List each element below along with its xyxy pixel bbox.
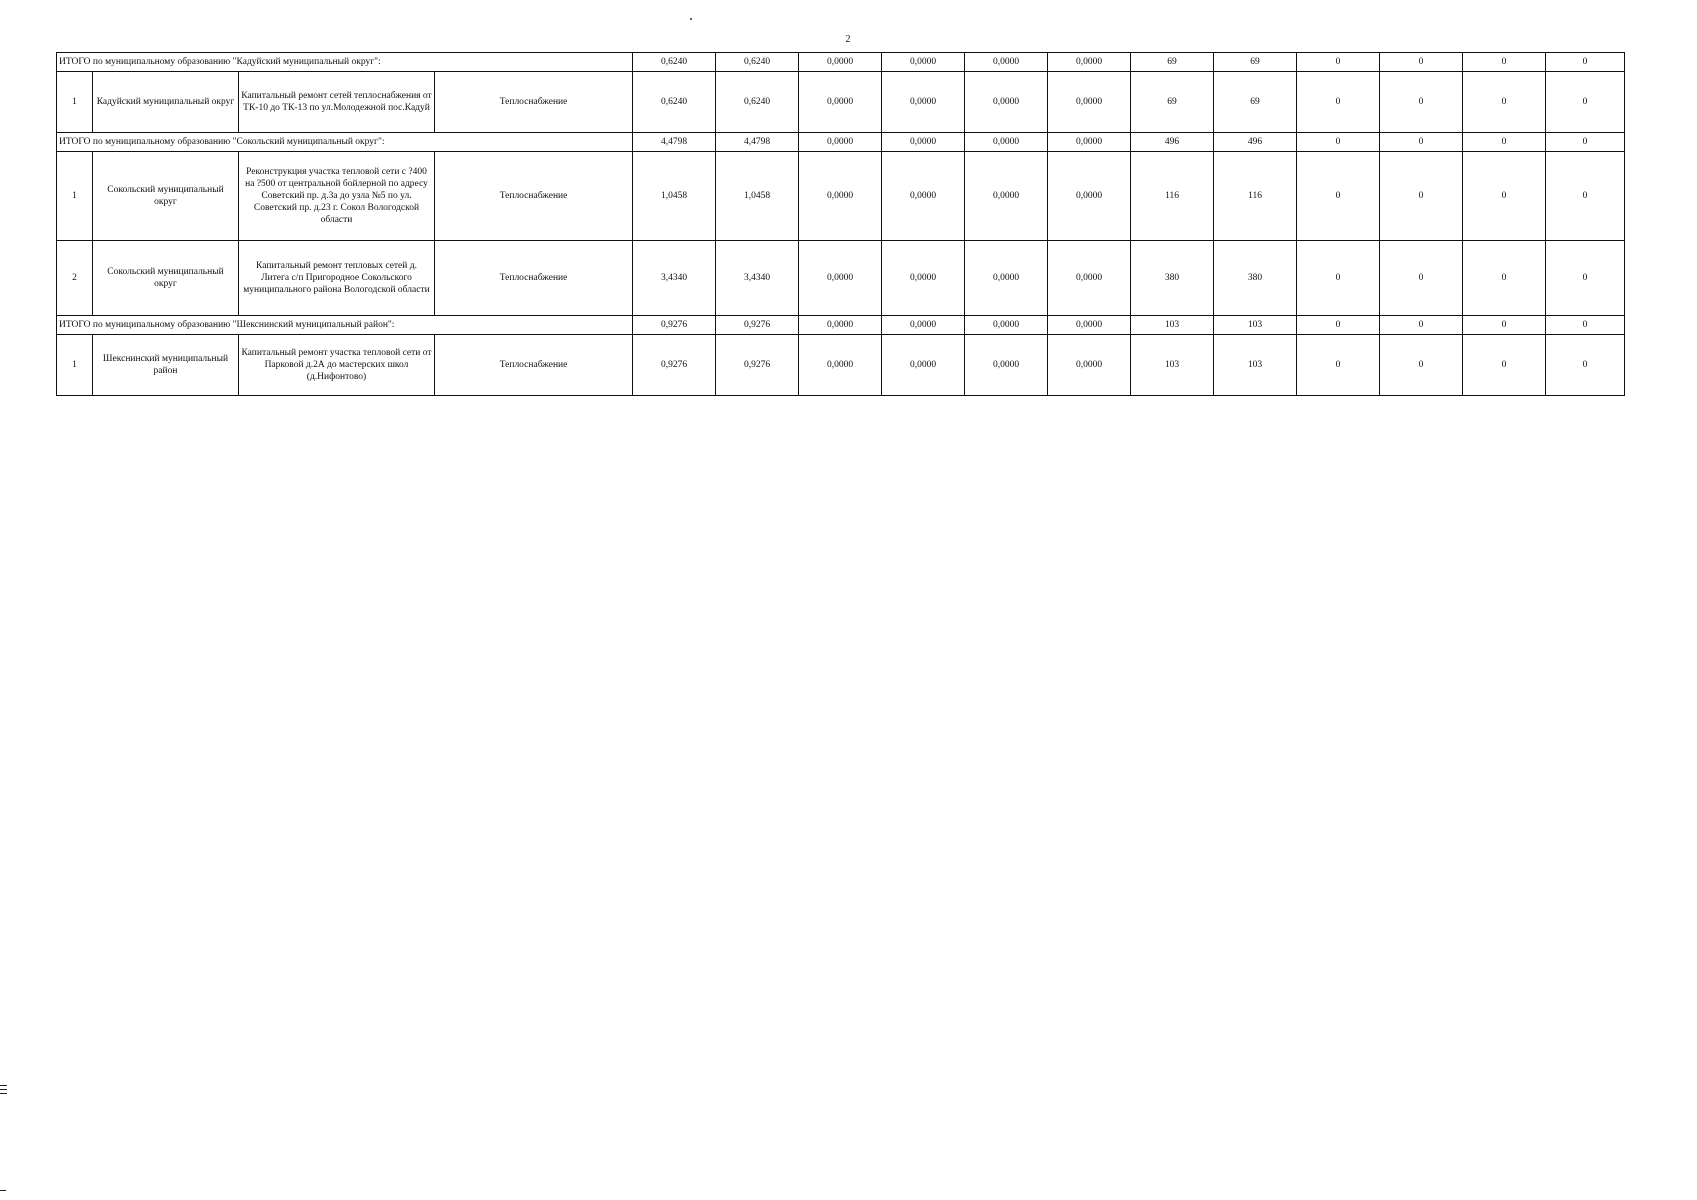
total-value-cell: 0: [1380, 316, 1463, 335]
value-cell: 0: [1380, 72, 1463, 133]
value-cell: 0,0000: [1048, 152, 1131, 241]
value-cell: 103: [1214, 335, 1297, 396]
scan-speck: [690, 18, 692, 20]
total-value-cell: 0,0000: [965, 133, 1048, 152]
total-value-cell: 0,0000: [965, 316, 1048, 335]
margin-mark: [0, 1190, 6, 1191]
value-cell: 0,0000: [882, 241, 965, 316]
margin-marks: [0, 1085, 7, 1097]
total-value-cell: 69: [1131, 53, 1214, 72]
total-value-cell: 0,0000: [799, 133, 882, 152]
total-value-cell: 0,0000: [965, 53, 1048, 72]
value-cell: 0,9276: [633, 335, 716, 396]
value-cell: 0: [1546, 72, 1625, 133]
value-cell: 0: [1546, 335, 1625, 396]
value-cell: 116: [1214, 152, 1297, 241]
object-name-cell: Капитальный ремонт участка тепловой сети от Парковой д.2А до мастерских школ (д.Нифонтово): [239, 335, 435, 396]
total-value-cell: 0,0000: [882, 316, 965, 335]
municipality-cell: Кадуйский муниципальный округ: [93, 72, 239, 133]
value-cell: 0: [1463, 241, 1546, 316]
total-value-cell: 496: [1131, 133, 1214, 152]
supply-type-cell: Теплоснабжение: [435, 152, 633, 241]
value-cell: 0,0000: [799, 241, 882, 316]
total-value-cell: 4,4798: [633, 133, 716, 152]
value-cell: 0,0000: [965, 152, 1048, 241]
total-value-cell: 0,0000: [1048, 316, 1131, 335]
table-row: [57, 72, 1625, 133]
table-row: [57, 241, 1625, 316]
value-cell: 3,4340: [633, 241, 716, 316]
value-cell: 0: [1297, 152, 1380, 241]
value-cell: 0,9276: [716, 335, 799, 396]
row-number-cell: 1: [57, 152, 93, 241]
total-value-cell: 0,6240: [716, 53, 799, 72]
value-cell: 0,0000: [882, 72, 965, 133]
value-cell: 380: [1214, 241, 1297, 316]
value-cell: 0,0000: [965, 241, 1048, 316]
supply-type-cell: Теплоснабжение: [435, 72, 633, 133]
supply-type-cell: Теплоснабжение: [435, 335, 633, 396]
total-value-cell: 0,9276: [716, 316, 799, 335]
total-value-cell: 4,4798: [716, 133, 799, 152]
value-cell: 3,4340: [716, 241, 799, 316]
value-cell: 0,0000: [799, 152, 882, 241]
total-value-cell: 0,0000: [1048, 53, 1131, 72]
total-value-cell: 0,6240: [633, 53, 716, 72]
total-value-cell: 0: [1297, 133, 1380, 152]
value-cell: 0,6240: [716, 72, 799, 133]
object-name-cell: Капитальный ремонт сетей теплоснабжения от ТК-10 до ТК-13 по ул.Молодежной пос.Кадуй: [239, 72, 435, 133]
total-value-cell: 496: [1214, 133, 1297, 152]
total-value-cell: 0,0000: [882, 133, 965, 152]
object-name-cell: Реконструкция участка тепловой сети с ?400 на ?500 от центральной бойлерной по адресу Советский пр. д.3а до узла №5 по ул. Советский пр. д.23 г. Сокол Вологодской области: [239, 152, 435, 241]
value-cell: 0: [1380, 335, 1463, 396]
value-cell: 0: [1297, 335, 1380, 396]
total-value-cell: 0: [1546, 133, 1625, 152]
value-cell: 0: [1380, 241, 1463, 316]
value-cell: 0: [1380, 152, 1463, 241]
value-cell: 0: [1297, 72, 1380, 133]
total-label: ИТОГО по муниципальному образованию "Шекснинский муниципальный район":: [57, 316, 633, 335]
value-cell: 0,0000: [799, 72, 882, 133]
value-cell: 380: [1131, 241, 1214, 316]
total-value-cell: 0: [1463, 133, 1546, 152]
value-cell: 0,0000: [965, 72, 1048, 133]
row-number-cell: 1: [57, 72, 93, 133]
value-cell: 0,6240: [633, 72, 716, 133]
table-body: [57, 53, 1625, 396]
row-number-cell: 1: [57, 335, 93, 396]
value-cell: 0: [1546, 152, 1625, 241]
value-cell: 0: [1297, 241, 1380, 316]
value-cell: 0: [1463, 335, 1546, 396]
total-value-cell: 0: [1380, 53, 1463, 72]
supply-type-cell: Теплоснабжение: [435, 241, 633, 316]
value-cell: 1,0458: [716, 152, 799, 241]
total-value-cell: 0: [1380, 133, 1463, 152]
value-cell: 103: [1131, 335, 1214, 396]
total-value-cell: 103: [1131, 316, 1214, 335]
value-cell: 0,0000: [965, 335, 1048, 396]
total-value-cell: 0,0000: [799, 316, 882, 335]
value-cell: 0,0000: [1048, 241, 1131, 316]
total-label: ИТОГО по муниципальному образованию "Кадуйский муниципальный округ":: [57, 53, 633, 72]
total-row: [57, 133, 1625, 152]
municipality-cell: Шекснинский муниципальный район: [93, 335, 239, 396]
value-cell: 116: [1131, 152, 1214, 241]
value-cell: 0,0000: [1048, 72, 1131, 133]
total-value-cell: 0,0000: [799, 53, 882, 72]
investment-program-table: [56, 52, 1625, 396]
total-value-cell: 0: [1463, 316, 1546, 335]
total-value-cell: 0: [1546, 53, 1625, 72]
total-value-cell: 0: [1463, 53, 1546, 72]
total-row: [57, 53, 1625, 72]
municipality-cell: Сокольский муниципальный округ: [93, 152, 239, 241]
table-row: [57, 335, 1625, 396]
value-cell: 0,0000: [799, 335, 882, 396]
total-label: ИТОГО по муниципальному образованию "Сокольский муниципальный округ":: [57, 133, 633, 152]
value-cell: 69: [1131, 72, 1214, 133]
total-row: [57, 316, 1625, 335]
total-value-cell: 69: [1214, 53, 1297, 72]
value-cell: 0: [1463, 72, 1546, 133]
value-cell: 69: [1214, 72, 1297, 133]
value-cell: 0: [1546, 241, 1625, 316]
municipality-cell: Сокольский муниципальный округ: [93, 241, 239, 316]
table-row: [57, 152, 1625, 241]
value-cell: 1,0458: [633, 152, 716, 241]
value-cell: 0,0000: [882, 335, 965, 396]
total-value-cell: 0,0000: [882, 53, 965, 72]
total-value-cell: 0: [1546, 316, 1625, 335]
row-number-cell: 2: [57, 241, 93, 316]
page-number: 2: [845, 34, 851, 45]
total-value-cell: 0: [1297, 316, 1380, 335]
value-cell: 0: [1463, 152, 1546, 241]
object-name-cell: Капитальный ремонт тепловых сетей д. Литега с/п Пригородное Сокольского муниципального района Вологодской области: [239, 241, 435, 316]
total-value-cell: 0,0000: [1048, 133, 1131, 152]
total-value-cell: 0: [1297, 53, 1380, 72]
value-cell: 0,0000: [882, 152, 965, 241]
value-cell: 0,0000: [1048, 335, 1131, 396]
total-value-cell: 0,9276: [633, 316, 716, 335]
total-value-cell: 103: [1214, 316, 1297, 335]
